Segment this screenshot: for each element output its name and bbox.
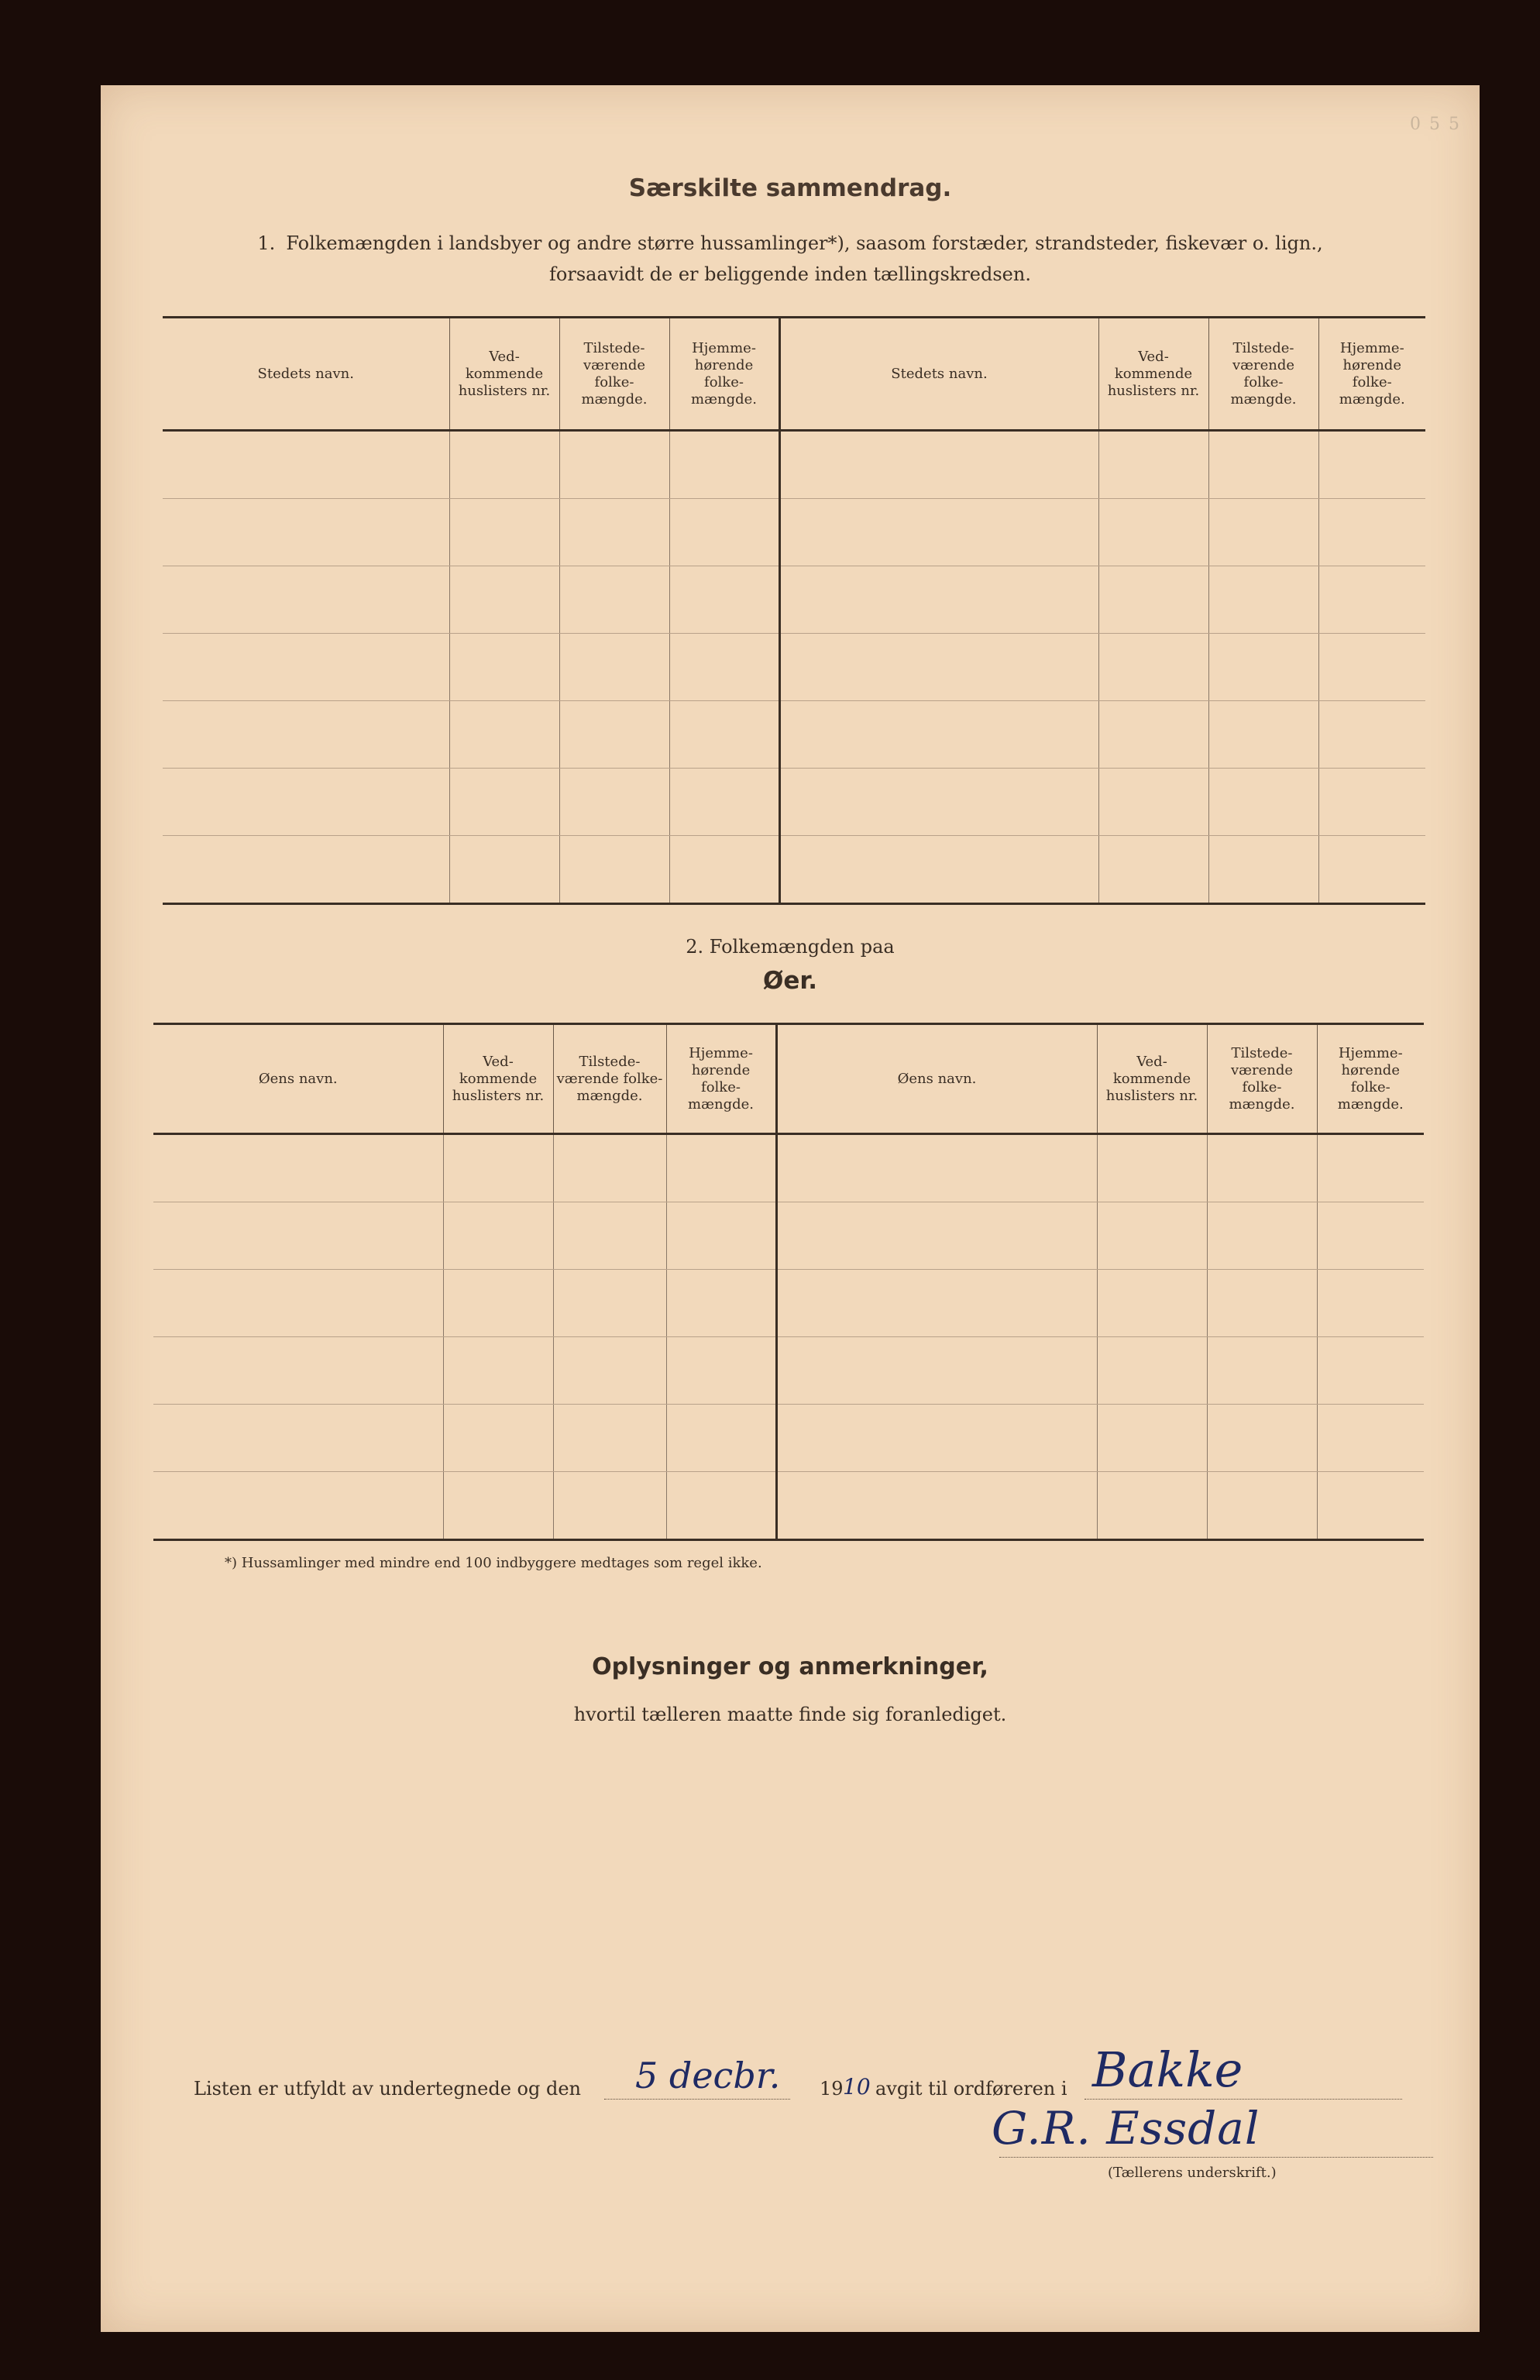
table-cell [1318,431,1425,499]
handwritten-year: 10 [843,2074,871,2100]
table-cell [153,1270,443,1337]
table-row [153,1472,1424,1540]
column-header: Stedets navn. [779,318,1098,431]
table-cell [443,1337,553,1405]
table-cell [163,634,449,701]
table-cell [559,836,669,904]
table-cell [449,836,559,904]
table-cell [443,1405,553,1472]
table-cell [1098,431,1208,499]
column-header: Hjemme-hørende folke-mængde. [1318,318,1425,431]
table-cell [669,499,779,566]
table-cell [666,1405,776,1472]
table-cell [443,1270,553,1337]
table-cell [1207,1202,1317,1270]
table-cell [1207,1270,1317,1337]
table-cell [449,701,559,769]
table-row [163,836,1425,904]
table-cell [163,566,449,634]
table-cell [443,1472,553,1540]
table-header-row [163,318,1425,431]
table-cell [449,431,559,499]
table-cell [1097,1270,1207,1337]
census-form-page [101,85,1480,2332]
table-cell [449,634,559,701]
notes-subtitle: hvortil tælleren maatte finde sig foranlediget. [573,1704,1007,1725]
corner-mark: 0 5 5 [1410,115,1461,134]
table-cell [1098,769,1208,836]
table-cell [669,566,779,634]
table-row [163,701,1425,769]
column-header: Tilstede-værende folke-mængde. [553,1024,666,1134]
table-cell [559,499,669,566]
statement-text-1: Listen er utfyldt av undertegnede og den [194,2078,582,2100]
table-cell [153,1472,443,1540]
section1-intro-line2: forsaavidt de er beliggende inden tællingskredsen. [549,263,1031,285]
table-cell [449,769,559,836]
table-cell [1207,1337,1317,1405]
column-header: Hjemme-hørende folke-mængde. [1317,1024,1424,1134]
table-cell [1208,769,1318,836]
table-cell [1318,769,1425,836]
section2-label: 2. Folkemængden paa [686,936,895,958]
notes-title: Oplysninger og anmerkninger, [592,1653,988,1680]
table-cell [779,769,1098,836]
table-cell [776,1270,1097,1337]
table-cell [553,1337,666,1405]
table-cell [443,1134,553,1202]
table-row [163,566,1425,634]
table-cell [559,566,669,634]
table-cell [1317,1472,1424,1540]
table-cell [559,769,669,836]
column-header: Hjemme-hørende folke-mængde. [666,1024,776,1134]
table-cell [1318,836,1425,904]
table-cell [779,499,1098,566]
table-cell [553,1405,666,1472]
column-header: Ved-kommende huslisters nr. [443,1024,553,1134]
table-cell [669,431,779,499]
table-cell [153,1405,443,1472]
table-cell [669,836,779,904]
table-cell [776,1134,1097,1202]
table-cell [153,1337,443,1405]
table-cell [666,1472,776,1540]
table-cell [779,431,1098,499]
table-cell [776,1472,1097,1540]
table-cell [1207,1134,1317,1202]
table-row [153,1405,1424,1472]
table-cell [779,566,1098,634]
table-cell [1098,499,1208,566]
table-cell [666,1337,776,1405]
table-cell [1208,566,1318,634]
table-cell [779,836,1098,904]
table-cell [553,1134,666,1202]
table-cell [1318,634,1425,701]
column-header: Ved-kommende huslisters nr. [1097,1024,1207,1134]
table-cell [1098,634,1208,701]
table-cell [1208,836,1318,904]
table-cell [1097,1472,1207,1540]
table-cell [163,769,449,836]
section1-intro [101,232,1480,254]
section2-title: Øer. [762,967,818,995]
column-header: Ved-kommende huslisters nr. [1098,318,1208,431]
column-header: Tilstede-værende folke-mængde. [1207,1024,1317,1134]
table-cell [1317,1405,1424,1472]
settlements-table [163,316,1425,905]
table-cell [776,1202,1097,1270]
enumerator-signature: G.R. Essdal [992,2102,1260,2155]
table-cell [666,1134,776,1202]
table-cell [1318,566,1425,634]
table-cell [779,701,1098,769]
column-header: Øens navn. [153,1024,443,1134]
table-cell [1317,1270,1424,1337]
table-cell [163,499,449,566]
table-cell [1317,1134,1424,1202]
table-cell [1097,1405,1207,1472]
islands-table [153,1023,1424,1541]
year-prefix: 19 [820,2078,844,2100]
footnote: *) Hussamlinger med mindre end 100 indbyggere medtages som regel ikke. [225,1555,762,1571]
table-cell [1098,836,1208,904]
column-header: Tilstede-værende folke-mængde. [559,318,669,431]
statement-text-2: avgit til ordføreren i [875,2078,1067,2100]
table-cell [449,499,559,566]
table-row [163,634,1425,701]
table-header-row [153,1024,1424,1134]
handwritten-place: Bakke [1092,2041,1243,2098]
handwritten-date: 5 decbr. [635,2055,781,2096]
table-cell [776,1337,1097,1405]
table-cell [1208,499,1318,566]
section1-number: 1. [257,232,276,254]
table-cell [449,566,559,634]
table-cell [1207,1405,1317,1472]
table-row [163,431,1425,499]
table-cell [1097,1202,1207,1270]
table-row [163,769,1425,836]
table-cell [153,1202,443,1270]
section1-intro-line1: Folkemængden i landsbyer og andre større hussamlinger*), saasom forstæder, strandsteder, fiskevær o. lign., [286,232,1323,254]
table-cell [1098,701,1208,769]
column-header: Tilstede-værende folke-mængde. [1208,318,1318,431]
table-cell [1208,431,1318,499]
table-cell [559,701,669,769]
page-title: Særskilte sammendrag. [628,174,952,202]
table-row [153,1134,1424,1202]
table-cell [669,634,779,701]
column-header: Hjemme-hørende folke-mængde. [669,318,779,431]
table-cell [553,1472,666,1540]
table-cell [666,1202,776,1270]
table-cell [443,1202,553,1270]
column-header: Øens navn. [776,1024,1097,1134]
table-cell [553,1202,666,1270]
table-cell [776,1405,1097,1472]
table-cell [559,431,669,499]
completion-statement [194,2038,1464,2100]
column-header: Ved-kommende huslisters nr. [449,318,559,431]
table-cell [1317,1337,1424,1405]
signature-caption: (Tællerens underskrift.) [1108,2165,1277,2181]
table-cell [1318,499,1425,566]
table-cell [553,1270,666,1337]
table-cell [1318,701,1425,769]
table-cell [163,836,449,904]
table-cell [779,634,1098,701]
table-cell [669,769,779,836]
table-row [153,1337,1424,1405]
table-cell [1208,634,1318,701]
column-header: Stedets navn. [163,318,449,431]
table-cell [163,431,449,499]
table-cell [153,1134,443,1202]
table-row [163,499,1425,566]
table-cell [1098,566,1208,634]
table-cell [1097,1134,1207,1202]
table-cell [1207,1472,1317,1540]
table-cell [163,701,449,769]
table-row [153,1270,1424,1337]
table-cell [559,634,669,701]
table-cell [1097,1337,1207,1405]
table-cell [669,701,779,769]
table-cell [1208,701,1318,769]
table-row [153,1202,1424,1270]
table-cell [1317,1202,1424,1270]
table-cell [666,1270,776,1337]
